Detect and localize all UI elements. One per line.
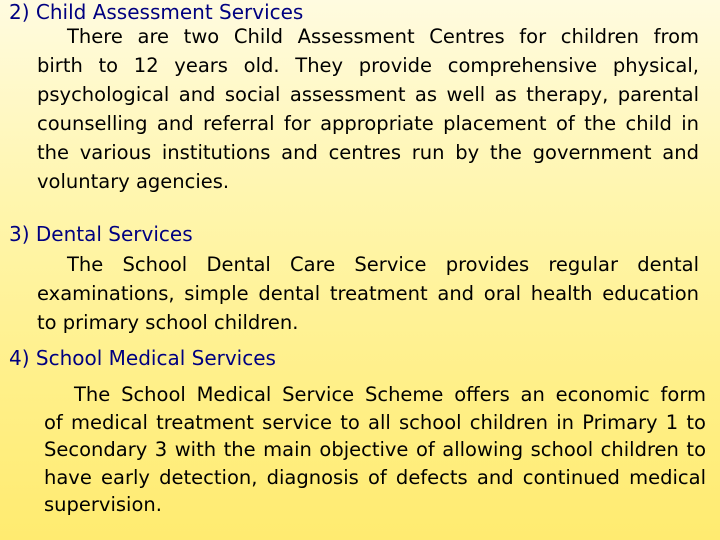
- section-body-text: There are two Child Assessment Centres for children from birth to 12 years old. They provide comprehensive physical, psychological and social assessment as well as therapy, parental counselling and referral for appropriate placement of the child in the various institutions and centres run by the government and voluntary agencies.: [37, 25, 699, 193]
- section-body: [44, 381, 706, 519]
- section-body-text: The School Medical Service Scheme offers an economic form of medical treatment service to all school children in Primary 1 to Secondary 3 with the main objective of allowing school children to have early detection, diagnosis of defects and continued medical supervision.: [44, 383, 706, 516]
- section-body: [37, 250, 699, 337]
- section-heading: 2) Child Assessment Services: [9, 0, 304, 24]
- section-heading: 4) School Medical Services: [9, 346, 276, 370]
- section-body-text: The School Dental Care Service provides regular dental examinations, simple dental treatment and oral health education to primary school children.: [37, 253, 699, 334]
- section-heading: 3) Dental Services: [9, 222, 193, 246]
- section-body: [37, 22, 699, 196]
